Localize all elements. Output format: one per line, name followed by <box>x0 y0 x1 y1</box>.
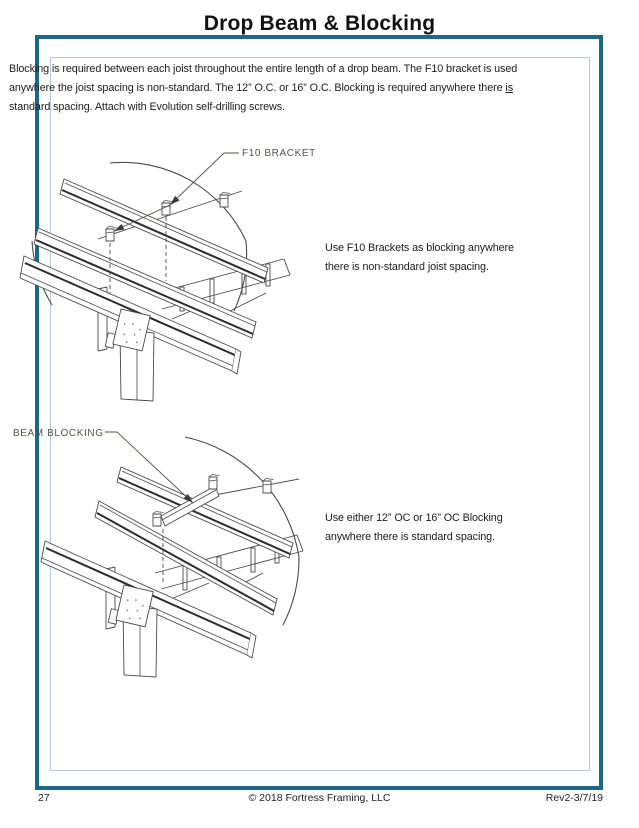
beam-blocking-diagram <box>5 421 325 681</box>
intro-text-2: standard spacing. Attach with Evolution self-drilling screws. <box>9 101 285 113</box>
diagram1-caption: Use F10 Brackets as blocking anywhere there is non-standard joist spacing. <box>325 242 514 273</box>
diagram2-caption: Use either 12” OC or 16” OC Blocking anywhere there is standard spacing. <box>325 512 503 543</box>
intro-paragraph <box>9 60 533 117</box>
f10-bracket-diagram <box>18 143 318 408</box>
intro-text-1: Blocking is required between each joist throughout the entire length of a drop beam. The F10 bracket is used anywhere the joist spacing is non-standard. The 12” O.C. or 16” O.C. Blocking is required anywhere there <box>9 63 518 94</box>
footer-copyright: © 2018 Fortress Framing, LLC <box>248 792 391 804</box>
beam-blocking-label: BEAM BLOCKING <box>13 428 104 439</box>
footer-revision: Rev2-3/7/19 <box>545 792 603 804</box>
page-title: Drop Beam & Blocking <box>203 12 436 35</box>
footer-page-number: 27 <box>38 792 50 804</box>
intro-underlined-word: is <box>505 82 514 94</box>
f10-bracket-label: F10 BRACKET <box>242 148 316 159</box>
